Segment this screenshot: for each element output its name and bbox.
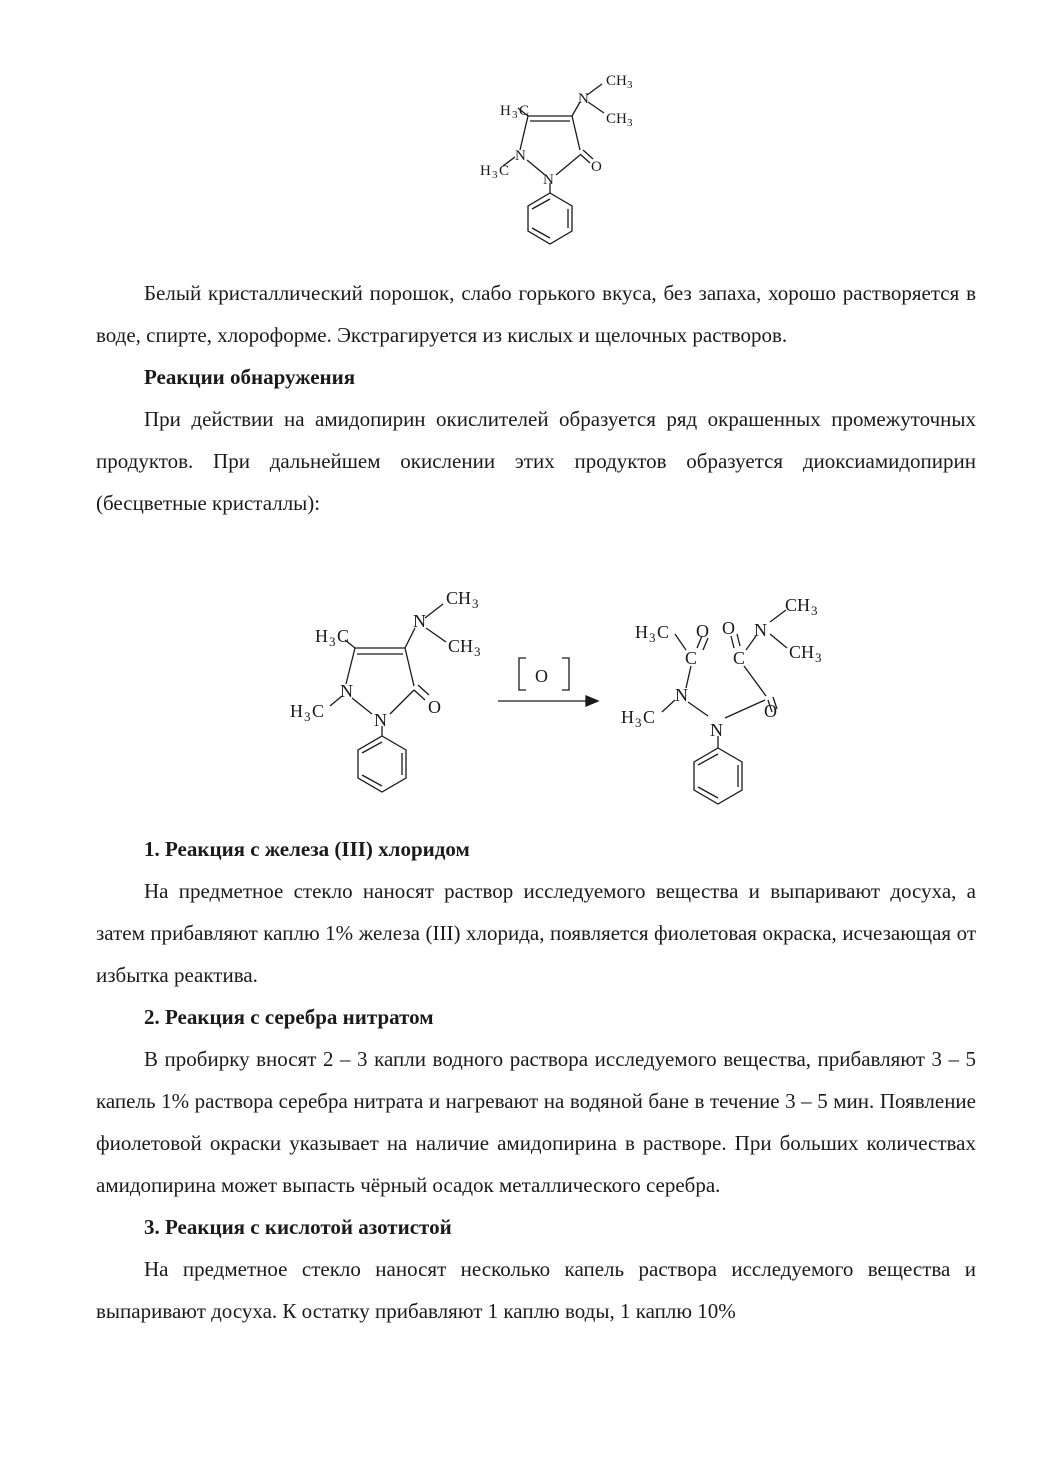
label: H	[621, 707, 634, 727]
bond	[698, 754, 718, 765]
label: CH	[446, 588, 472, 608]
label: O	[428, 697, 441, 717]
bond	[572, 116, 580, 150]
phenyl-ring	[358, 736, 406, 792]
bond	[770, 634, 787, 648]
structure-amidopyrine-top	[0, 60, 1039, 250]
label: N	[515, 148, 526, 164]
bond	[770, 610, 786, 622]
label: N	[413, 611, 426, 631]
bond	[520, 116, 528, 150]
label: C	[312, 701, 325, 721]
label: 3	[512, 109, 518, 121]
bond	[405, 628, 415, 648]
label: CH	[789, 642, 815, 662]
heading-reaction-iron-chloride: 1. Реакция с железа (III) хлоридом	[144, 837, 470, 861]
bracket-left	[519, 658, 526, 690]
bond	[532, 228, 550, 238]
bond	[698, 787, 718, 798]
label: N	[754, 620, 767, 640]
bond	[346, 648, 355, 684]
text-block-reactions	[96, 828, 976, 1332]
heading-reaction-silver-nitrate: 2. Реакция с серебра нитратом	[144, 1005, 434, 1029]
bond	[744, 666, 766, 696]
bond	[362, 742, 382, 753]
label: O	[696, 621, 709, 641]
bond	[532, 199, 550, 209]
paragraph-silver-nitrate: В пробирку вносят 2 – 3 капли водного раствора исследуемого вещества, прибавляют 3 – 5 капель 1% раствора серебра нитрата и нагревают на водяной бане в течение 3 – 5 мин. Появление фиолетовой окраски указывает на наличие амидопирина в растворе. При больших количествах амидопирина может выпасть чёрный осадок металлического серебра.	[96, 1047, 976, 1197]
bond	[414, 690, 425, 700]
label: 3	[811, 603, 818, 618]
paragraph-oxidation: При действии на амидопирин окислителей образуется ряд окрашенных промежуточных продуктов. При дальнейшем окислении этих продуктов образуется диоксиамидопирин (бесцветные кристаллы):	[96, 407, 976, 515]
label: 3	[474, 644, 481, 659]
label: H	[480, 163, 491, 179]
label: H	[290, 701, 303, 721]
label: 3	[492, 169, 498, 181]
phenyl-ring	[528, 193, 572, 244]
label: O	[722, 618, 735, 638]
label: 3	[649, 630, 656, 645]
label: C	[733, 648, 746, 668]
paragraph-description: Белый кристаллический порошок, слабо горького вкуса, без запаха, хорошо растворяется в воде, спирте, хлороформе. Экстрагируется из кислых и щелочных растворов.	[96, 281, 976, 347]
label: O	[764, 701, 777, 721]
heading-reaction-nitrous-acid: 3. Реакция с кислотой азотистой	[144, 1215, 452, 1239]
bond	[425, 604, 443, 618]
bond	[418, 685, 429, 695]
label: 3	[304, 709, 311, 724]
label: C	[519, 103, 530, 119]
label: O	[591, 159, 602, 175]
label: C	[657, 622, 670, 642]
bond	[588, 102, 604, 113]
bond	[390, 690, 414, 714]
bond	[737, 634, 740, 646]
label: 3	[627, 117, 633, 129]
label: H	[635, 622, 648, 642]
oxidant-label: O	[535, 666, 548, 686]
label: C	[685, 648, 698, 668]
reaction-scheme-svg	[0, 580, 1039, 815]
label: H	[315, 626, 328, 646]
bond	[352, 698, 372, 714]
paragraph-nitrous-acid: На предметное стекло наносят несколько капель раствора исследуемого вещества и выпаривают досуха. К остатку прибавляют 1 каплю воды, 1 каплю 10%	[96, 1257, 976, 1323]
label: N	[578, 91, 589, 107]
label: C	[499, 163, 510, 179]
text-block-intro	[96, 272, 976, 524]
label: C	[337, 626, 350, 646]
paragraph-iron-chloride: На предметное стекло наносят раствор исследуемого вещества и выпаривают досуха, а затем прибавляют каплю 1% железа (III) хлорида, появляется фиолетовая окраска, исчезающая от избытка реактива.	[96, 879, 976, 987]
label: C	[643, 707, 656, 727]
label: N	[675, 685, 688, 705]
structure-top-svg	[0, 60, 1039, 250]
label: CH	[785, 595, 811, 615]
reaction-scheme	[0, 580, 1039, 815]
label: 3	[635, 715, 642, 730]
label: 3	[627, 79, 633, 91]
label: N	[340, 681, 353, 701]
reaction-arrow-head	[586, 696, 598, 706]
bond	[362, 775, 382, 786]
bond	[587, 84, 602, 95]
bond	[426, 628, 446, 642]
label: H	[500, 103, 511, 119]
bond	[688, 702, 708, 716]
label: CH	[606, 111, 627, 127]
heading-detection-reactions: Реакции обнаружения	[144, 365, 356, 389]
bracket-right	[562, 658, 569, 690]
bond	[405, 648, 414, 686]
bond	[662, 700, 675, 712]
label: 3	[329, 634, 336, 649]
label: 3	[472, 596, 479, 611]
bond	[556, 155, 580, 175]
phenyl-ring	[694, 748, 742, 804]
label: CH	[448, 636, 474, 656]
label: N	[374, 710, 387, 730]
label: N	[543, 172, 554, 188]
label: CH	[606, 73, 627, 89]
label: N	[710, 720, 723, 740]
label: 3	[815, 650, 822, 665]
bond	[725, 700, 765, 718]
